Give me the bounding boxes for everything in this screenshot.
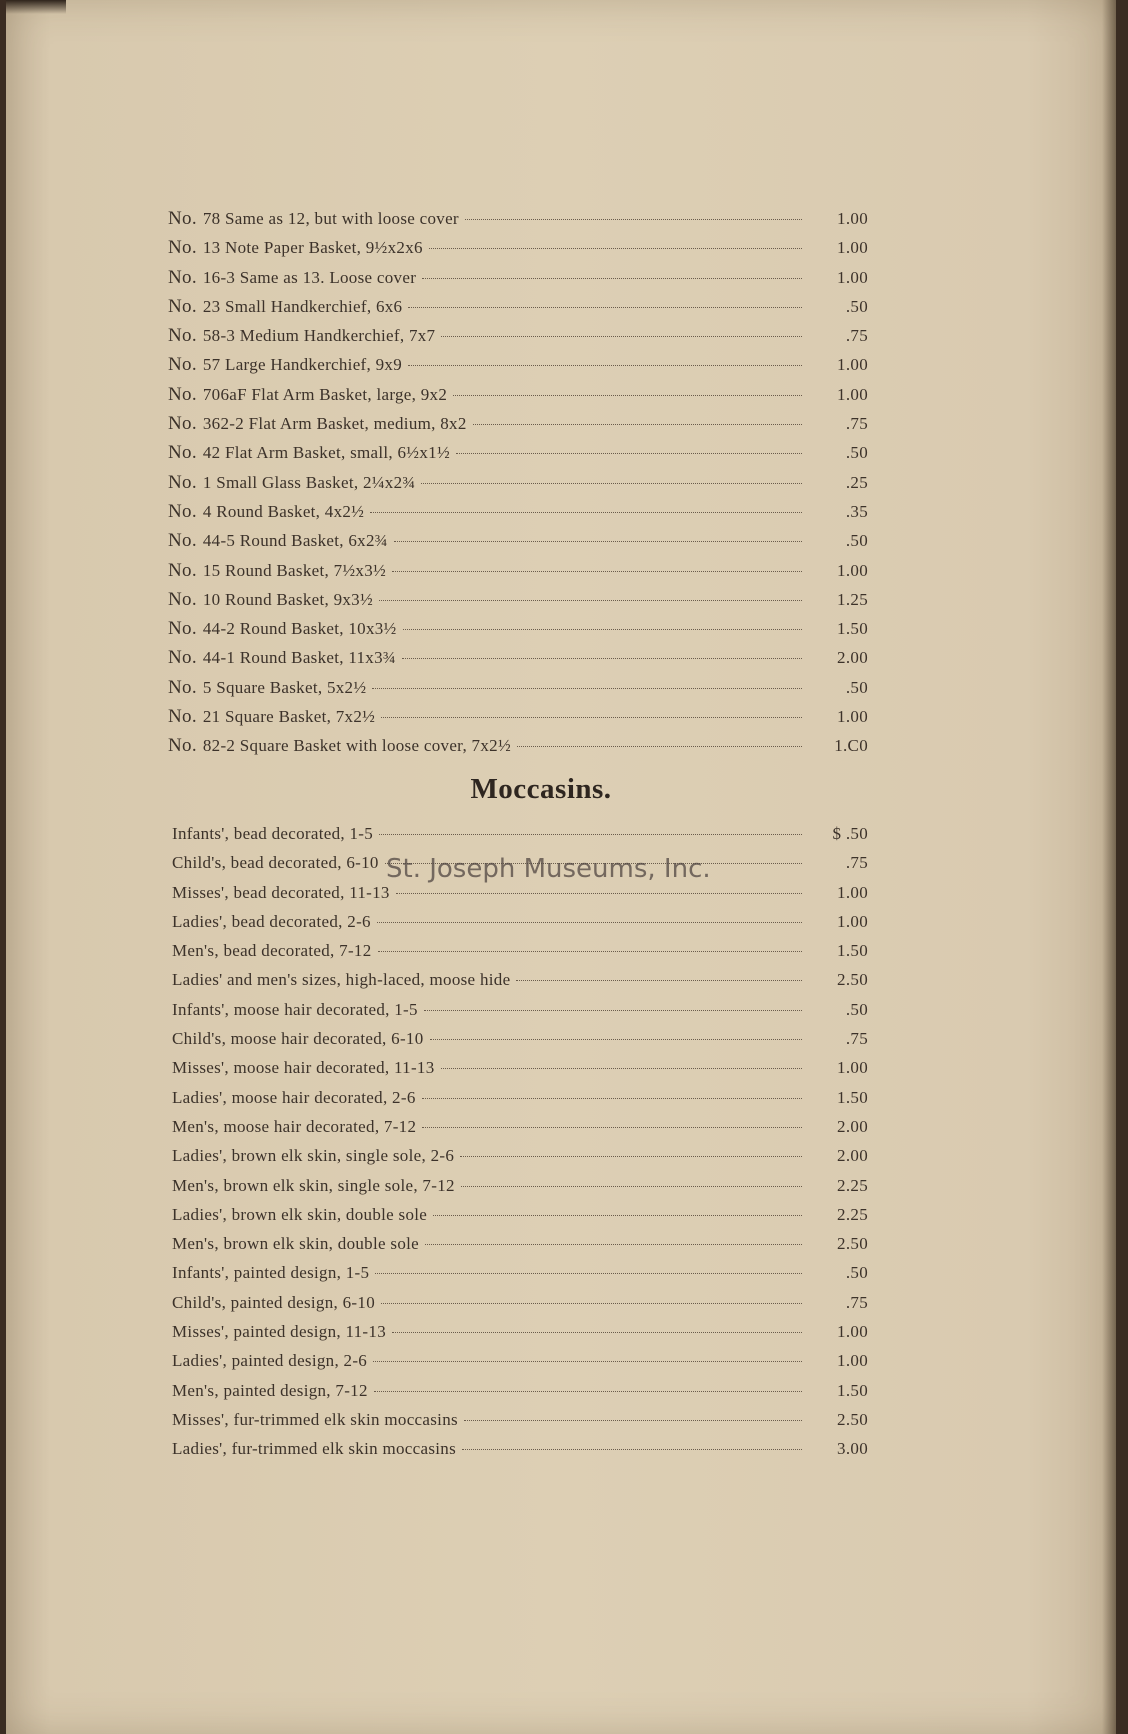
item-price: .50	[845, 677, 868, 697]
item-price: .35	[845, 501, 868, 521]
item-price: 1.00	[837, 911, 868, 931]
price-list-row	[168, 589, 868, 618]
price-list-row	[168, 325, 868, 354]
item-description	[172, 1322, 386, 1342]
price-list-row	[172, 1410, 868, 1439]
item-price: .50	[845, 999, 868, 1019]
item-description-text: Misses', moose hair decorated, 11-13	[172, 1058, 435, 1078]
dot-leader	[461, 1186, 802, 1187]
price-list-row	[172, 883, 868, 912]
item-price: .75	[845, 853, 868, 873]
dot-leader	[379, 600, 802, 601]
item-price: 1.C0	[834, 736, 868, 756]
item-price: 2.00	[837, 648, 868, 668]
item-description	[168, 296, 402, 318]
item-description-text: 21 Square Basket, 7x2½	[202, 707, 376, 727]
item-description-text: Ladies', brown elk skin, single sole, 2-6	[172, 1146, 455, 1166]
item-price: .50	[845, 443, 868, 463]
item-description	[172, 1410, 458, 1430]
item-description	[168, 267, 416, 289]
price-list-row	[168, 647, 868, 676]
item-description-text: 4 Round Basket, 4x2½	[202, 501, 365, 521]
item-description-text: 42 Flat Arm Basket, small, 6½x1½	[202, 443, 450, 463]
item-description	[172, 1263, 369, 1283]
item-description	[172, 1117, 416, 1137]
item-description	[168, 706, 375, 728]
dot-leader	[422, 278, 802, 279]
item-description	[168, 647, 396, 669]
item-number-prefix: No.	[168, 354, 197, 376]
dot-leader	[425, 1244, 802, 1245]
dot-leader	[381, 1303, 802, 1304]
price-list-row	[172, 1381, 868, 1410]
item-description-text: Men's, moose hair decorated, 7-12	[172, 1116, 417, 1136]
item-description	[172, 1234, 419, 1254]
item-description	[172, 912, 371, 932]
price-list-row	[172, 1439, 868, 1468]
item-description-text: Misses', painted design, 11-13	[172, 1322, 386, 1342]
dot-leader	[516, 980, 802, 981]
item-number-prefix: No.	[168, 413, 197, 435]
item-description	[168, 354, 402, 376]
item-price: 1.00	[837, 1322, 868, 1342]
dot-leader	[460, 1156, 802, 1157]
item-description	[168, 472, 415, 494]
item-description	[172, 1146, 454, 1166]
item-description	[172, 1205, 427, 1225]
dot-leader	[424, 1010, 802, 1011]
item-price: 1.00	[837, 209, 868, 228]
item-price: 1.00	[837, 1058, 868, 1078]
item-price: 1.50	[837, 941, 868, 961]
item-description	[168, 677, 366, 699]
item-price: 1.25	[837, 589, 868, 609]
item-number-prefix: No.	[168, 647, 197, 669]
price-list-row	[168, 442, 868, 471]
item-number-prefix: No.	[168, 266, 197, 288]
price-list-row	[172, 912, 868, 941]
item-description-text: Child's, moose hair decorated, 6-10	[172, 1029, 424, 1049]
item-number-prefix: No.	[168, 500, 197, 522]
item-description-text: Infants', moose hair decorated, 1-5	[172, 999, 418, 1019]
item-description	[172, 824, 373, 844]
price-list-row	[168, 560, 868, 589]
price-list-row	[172, 1058, 868, 1087]
item-description-text: Misses', bead decorated, 11-13	[172, 882, 390, 902]
item-price: 1.00	[837, 267, 868, 287]
dot-leader	[453, 395, 802, 396]
catalog-page	[6, 0, 1116, 1734]
item-price: .25	[845, 472, 868, 492]
item-description-text: 706aF Flat Arm Basket, large, 9x2	[202, 384, 448, 404]
price-list-row	[168, 384, 868, 413]
item-description-text: 5 Square Basket, 5x2½	[202, 677, 367, 697]
item-description	[172, 1381, 368, 1401]
price-list-row	[172, 1029, 868, 1058]
item-price: 2.25	[837, 1175, 868, 1195]
item-price: 1.00	[837, 882, 868, 902]
price-list-row	[172, 1293, 868, 1322]
dot-leader	[374, 1391, 802, 1392]
dot-leader	[421, 483, 802, 484]
item-number-prefix: No.	[168, 295, 197, 317]
dot-leader	[373, 1361, 802, 1362]
item-description	[168, 530, 388, 552]
price-list-row	[172, 941, 868, 970]
item-price: .75	[845, 414, 868, 434]
item-description-text: 44-1 Round Basket, 11x3¾	[202, 648, 396, 668]
item-price: 1.00	[837, 560, 868, 580]
item-description-text: Ladies', bead decorated, 2-6	[172, 911, 371, 931]
item-description	[168, 589, 373, 611]
item-description	[172, 1293, 375, 1313]
item-description	[172, 883, 390, 903]
price-list-row	[168, 472, 868, 501]
item-description-text: Child's, bead decorated, 6-10	[172, 853, 379, 873]
item-description-text: 10 Round Basket, 9x3½	[202, 589, 374, 609]
item-description-text: Men's, brown elk skin, double sole	[172, 1234, 419, 1254]
item-description	[172, 1000, 418, 1020]
item-description-text: Infants', bead decorated, 1-5	[172, 824, 374, 843]
price-list-row	[168, 501, 868, 530]
item-number-prefix: No.	[168, 735, 197, 757]
item-description	[172, 1176, 455, 1196]
item-description-text: 13 Note Paper Basket, 9½x2x6	[202, 238, 423, 258]
dot-leader	[394, 541, 802, 542]
dot-leader	[372, 688, 802, 689]
item-description-text: 1 Small Glass Basket, 2¼x2¾	[202, 472, 416, 492]
item-number-prefix: No.	[168, 530, 197, 552]
dot-leader	[392, 571, 802, 572]
item-description-text: Ladies', brown elk skin, double sole	[172, 1204, 428, 1224]
item-description	[168, 560, 386, 582]
item-description	[172, 1439, 456, 1459]
item-price: 1.00	[837, 707, 868, 727]
item-description	[168, 735, 511, 757]
price-list-row	[168, 296, 868, 325]
item-description	[168, 208, 459, 230]
price-list-row	[172, 1117, 868, 1146]
item-price: .75	[845, 1292, 868, 1312]
watermark: St. Joseph Museums, Inc.	[386, 854, 711, 884]
item-price: 1.50	[837, 619, 868, 639]
item-description	[168, 325, 435, 347]
item-description	[168, 618, 397, 640]
item-description	[168, 237, 423, 259]
item-description-text: 23 Small Handkerchief, 6x6	[202, 296, 403, 316]
item-description	[168, 413, 467, 435]
dot-leader	[377, 922, 802, 923]
dot-leader	[422, 1098, 802, 1099]
item-description-text: 82-2 Square Basket with loose cover, 7x2½	[202, 736, 511, 756]
dot-leader	[408, 365, 802, 366]
dot-leader	[441, 336, 802, 337]
price-list-row	[168, 267, 868, 296]
item-number-prefix: No.	[168, 618, 197, 640]
price-list-row	[172, 1322, 868, 1351]
basket-price-list	[168, 208, 868, 765]
price-list-row	[168, 677, 868, 706]
price-list-row	[172, 1234, 868, 1263]
item-number-prefix: No.	[168, 237, 197, 259]
item-price: 1.00	[837, 1351, 868, 1371]
item-description-text: Ladies', moose hair decorated, 2-6	[172, 1087, 416, 1107]
dot-leader	[430, 1039, 802, 1040]
dot-leader	[402, 658, 802, 659]
dot-leader	[464, 1420, 802, 1421]
item-description	[172, 941, 372, 961]
item-price: 2.25	[837, 1204, 868, 1224]
price-list-row	[172, 1000, 868, 1029]
item-price: .75	[845, 1029, 868, 1049]
moccasin-price-list	[172, 824, 868, 1469]
item-number-prefix: No.	[168, 442, 197, 464]
item-price: 3.00	[837, 1439, 868, 1459]
item-price: 1.00	[837, 238, 868, 258]
section-heading-moccasins: Moccasins.	[470, 773, 612, 805]
item-price: 1.50	[837, 1087, 868, 1107]
item-description	[172, 1088, 416, 1108]
item-price: .50	[845, 531, 868, 551]
item-price: 1.00	[837, 355, 868, 375]
item-number-prefix: No.	[168, 559, 197, 581]
dot-leader	[403, 629, 802, 630]
item-description-text: Child's, painted design, 6-10	[172, 1292, 375, 1312]
item-description	[172, 970, 510, 990]
price-list-row	[168, 618, 868, 647]
item-description-text: 58-3 Medium Handkerchief, 7x7	[202, 326, 436, 346]
dot-leader	[465, 219, 802, 220]
item-description-text: Men's, painted design, 7-12	[172, 1380, 368, 1400]
item-description-text: Ladies' and men's sizes, high-laced, moose hide	[172, 970, 511, 990]
item-price: 2.50	[837, 1234, 868, 1254]
price-list-row	[172, 1351, 868, 1380]
item-number-prefix: No.	[168, 208, 197, 229]
price-list-row	[172, 1263, 868, 1292]
item-description-text: 57 Large Handkerchief, 9x9	[202, 355, 403, 375]
page-corner-shadow	[6, 0, 66, 14]
item-price: $ .50	[832, 824, 868, 843]
item-description-text: 44-2 Round Basket, 10x3½	[202, 619, 397, 639]
price-list-row	[168, 413, 868, 442]
item-price: 2.50	[837, 970, 868, 990]
price-list-row	[168, 237, 868, 266]
page-edge-shadow	[1102, 0, 1116, 1734]
dot-leader	[473, 424, 802, 425]
item-description-text: 78 Same as 12, but with loose cover	[202, 209, 459, 228]
item-description-text: 362-2 Flat Arm Basket, medium, 8x2	[202, 414, 467, 434]
item-description-text: Misses', fur-trimmed elk skin moccasins	[172, 1409, 458, 1429]
dot-leader	[456, 453, 802, 454]
item-price: .75	[845, 326, 868, 346]
price-list-row	[172, 1146, 868, 1175]
price-list-row	[172, 970, 868, 999]
price-list-row	[172, 1205, 868, 1234]
item-number-prefix: No.	[168, 383, 197, 405]
item-description-text: Ladies', painted design, 2-6	[172, 1351, 368, 1371]
item-description	[168, 501, 364, 523]
dot-leader	[422, 1127, 802, 1128]
price-list-row	[168, 208, 868, 237]
item-price: 1.50	[837, 1380, 868, 1400]
item-number-prefix: No.	[168, 588, 197, 610]
item-description	[172, 853, 379, 873]
item-description-text: 16-3 Same as 13. Loose cover	[202, 267, 417, 287]
dot-leader	[392, 1332, 802, 1333]
item-description	[172, 1058, 435, 1078]
item-description-text: 15 Round Basket, 7½x3½	[202, 560, 387, 580]
item-number-prefix: No.	[168, 676, 197, 698]
price-list-row	[168, 530, 868, 559]
dot-leader	[408, 307, 802, 308]
dot-leader	[375, 1273, 802, 1274]
item-price: 2.00	[837, 1116, 868, 1136]
item-price: .50	[845, 296, 868, 316]
item-price: 2.00	[837, 1146, 868, 1166]
item-description-text: 44-5 Round Basket, 6x2¾	[202, 531, 388, 551]
item-number-prefix: No.	[168, 706, 197, 728]
price-list-row	[168, 735, 868, 764]
item-description-text: Infants', painted design, 1-5	[172, 1263, 370, 1283]
dot-leader	[441, 1068, 802, 1069]
dot-leader	[429, 248, 802, 249]
dot-leader	[379, 834, 802, 835]
item-description	[172, 1351, 367, 1371]
price-list-row	[172, 824, 868, 853]
item-description	[168, 384, 447, 406]
item-description	[172, 1029, 424, 1049]
item-description-text: Men's, brown elk skin, single sole, 7-12	[172, 1175, 455, 1195]
dot-leader	[433, 1215, 802, 1216]
dot-leader	[370, 512, 802, 513]
dot-leader	[462, 1449, 802, 1450]
price-list-row	[172, 1088, 868, 1117]
item-number-prefix: No.	[168, 325, 197, 347]
item-price: 2.50	[837, 1409, 868, 1429]
dot-leader	[378, 951, 802, 952]
item-price: 1.00	[837, 384, 868, 404]
dot-leader	[517, 746, 802, 747]
dot-leader	[381, 717, 802, 718]
item-number-prefix: No.	[168, 471, 197, 493]
dot-leader	[396, 893, 802, 894]
item-description-text: Ladies', fur-trimmed elk skin moccasins	[172, 1439, 456, 1459]
item-price: .50	[845, 1263, 868, 1283]
price-list-row	[168, 706, 868, 735]
item-description	[168, 442, 450, 464]
price-list-row	[172, 1176, 868, 1205]
price-list-row	[168, 354, 868, 383]
item-description-text: Men's, bead decorated, 7-12	[172, 941, 372, 961]
